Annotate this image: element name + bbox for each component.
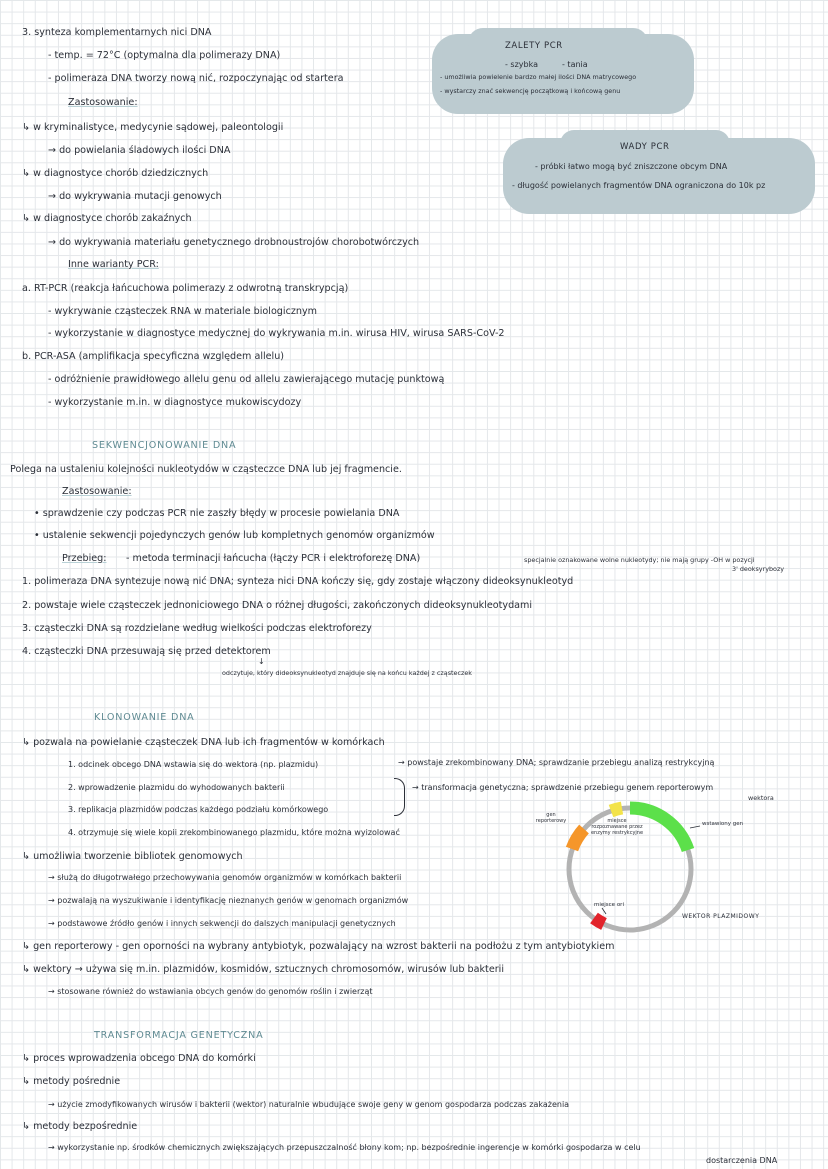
- sequencing-course-label: Przebieg:: [62, 553, 107, 564]
- advantage-small-amount: - umożliwia powielenie bardzo małej ilości DNA matrycowego: [440, 73, 637, 81]
- sequencing-step-1: 1. polimeraza DNA syntezuje nową nić DNA; synteza nici DNA kończy się, gdy zostaje włączony dideoksynukleotyd: [22, 576, 574, 587]
- disadvantages-title: WADY PCR: [620, 142, 670, 152]
- sequencing-step-2: 2. powstaje wiele cząsteczek jednoniciowego DNA o różnej długości, zakończonych dideoksynukleotydami: [22, 600, 533, 611]
- advantage-fast: - szybka: [505, 60, 539, 69]
- transformation-direct-sub-cont: dostarczenia DNA: [706, 1156, 778, 1165]
- advantages-title: ZALETY PCR: [505, 41, 563, 51]
- sequencing-definition: Polega na ustaleniu kolejności nukleotydów w cząsteczce DNA lub jej fragmencie.: [10, 464, 402, 475]
- transformation-definition: ↳ proces wprowadzenia obcego DNA do komórki: [22, 1053, 256, 1064]
- inserted-gene-pointer: [690, 826, 700, 828]
- plasmid-label-restriction: miejsce rozpoznawane przez enzymy restrykcyjne: [590, 818, 644, 836]
- ori-segment: [594, 918, 604, 924]
- sequencing-side-note-1: specjalnie oznakowane wolne nukleotydy; nie mają grupy -OH w pozycji: [524, 556, 755, 564]
- pcr-applications-label: Zastosowanie:: [68, 97, 138, 108]
- pcr-app-hereditary-sub: → do wykrywania mutacji genowych: [48, 191, 222, 202]
- pcr-app-infectious: ↳ w diagnostyce chorób zakaźnych: [22, 213, 192, 224]
- advantage-cheap: - tania: [562, 60, 588, 69]
- cloning-intro: ↳ pozwala na powielanie cząsteczek DNA lub ich fragmentów w komórkach: [22, 737, 385, 748]
- pcr-asa-point-1: - odróżnienie prawidłowego allelu genu od allelu zawierającego mutację punktową: [48, 374, 445, 385]
- rt-pcr-heading: a. RT-PCR (reakcja łańcuchowa polimerazy z odwrotną transkrypcją): [22, 283, 349, 294]
- ori-pointer: [602, 908, 606, 914]
- sequencing-step-4: 4. cząsteczki DNA przesuwają się przed detektorem: [22, 646, 271, 657]
- sequencing-step-3: 3. cząsteczki DNA są rozdzielane według wielkości podczas elektroforezy: [22, 623, 372, 634]
- disadvantage-contamination: - próbki łatwo mogą być zniszczone obcym DNA: [535, 162, 728, 171]
- advantage-known-sequence: - wystarczy znać sekwencję początkową i końcową genu: [440, 87, 621, 95]
- sequencing-side-note-2: 3' deoksyrybozy: [732, 565, 785, 573]
- reporter-gene-definition: ↳ gen reporterowy - gen oporności na wybrany antybiotyk, pozwalający na wzrost bakterii na podłożu z tym antybiotykiem: [22, 941, 615, 952]
- transformation-heading: TRANSFORMACJA GENETYCZNA: [94, 1030, 264, 1041]
- cloning-step-2: 2. wprowadzenie plazmidu do wyhodowanych bakterii: [68, 783, 285, 792]
- reporter-gene-segment: [572, 829, 584, 849]
- cloning-result-2: → transformacja genetyczna; sprawdzenie przebiegu genem reporterowym: [412, 783, 714, 792]
- cloning-step-4: 4. otrzymuje się wiele kopii zrekombinowanego plazmidu, które można wyizolować: [68, 828, 400, 837]
- rt-pcr-point-1: - wykrywanie cząsteczek RNA w materiale biologicznym: [48, 306, 317, 317]
- cloning-result-2-cont: wektora: [748, 794, 774, 802]
- cloning-bracket: [394, 778, 405, 816]
- pcr-app-forensics: ↳ w kryminalistyce, medycynie sądowej, paleontologii: [22, 122, 284, 133]
- sequencing-app-2: • ustalenie sekwencji pojedynczych genów lub kompletnych genomów organizmów: [34, 530, 435, 541]
- pcr-app-hereditary: ↳ w diagnostyce chorób dziedzicznych: [22, 168, 209, 179]
- vectors-sub: → stosowane również do wstawiania obcych genów do genomów roślin i zwierząt: [48, 987, 373, 996]
- vectors-definition: ↳ wektory → używa się m.in. plazmidów, kosmidów, sztucznych chromosomów, wirusów lub bakterii: [22, 964, 504, 975]
- library-point-3: → podstawowe źródło genów i innych sekwencji do dalszych manipulacji genetycznych: [48, 919, 396, 928]
- cloning-step-1: 1. odcinek obcego DNA wstawia się do wektora (np. plazmidu): [68, 760, 319, 769]
- pcr-polymerase-note: - polimeraza DNA tworzy nową nić, rozpoczynając od startera: [48, 73, 344, 84]
- transformation-direct: ↳ metody bezpośrednie: [22, 1121, 138, 1132]
- transformation-indirect-sub: → użycie zmodyfikowanych wirusów i bakterii (wektor) naturalnie wbudujące swoje geny w genom gospodarza podczas zakażenia: [48, 1100, 570, 1109]
- plasmid-label-ori: miejsce ori: [594, 902, 624, 908]
- rt-pcr-point-2: - wykorzystanie w diagnostyce medycznej do wykrywania m.in. wirusa HIV, wirusa SARS-CoV-2: [48, 328, 505, 339]
- restriction-site-segment: [611, 808, 622, 811]
- detector-note: odczytuje, który dideoksynukleotyd znajduje się na końcu każdej z cząsteczek: [222, 669, 472, 677]
- sequencing-course-method: - metoda terminacji łańcucha (łączy PCR i elektroforezę DNA): [126, 553, 421, 564]
- pcr-temp-note: - temp. = 72°C (optymalna dla polimerazy DNA): [48, 50, 281, 61]
- cloning-step-3: 3. replikacja plazmidów podczas każdego podziału komórkowego: [68, 805, 329, 814]
- sequencing-heading: SEKWENCJONOWANIE DNA: [92, 440, 237, 451]
- library-point-1: → służą do długotrwałego przechowywania genomów organizmów w komórkach bakterii: [48, 873, 402, 882]
- pcr-variants-label: Inne warianty PCR:: [68, 259, 159, 270]
- pcr-step-3: 3. synteza komplementarnych nici DNA: [22, 27, 212, 38]
- pcr-app-forensics-sub: → do powielania śladowych ilości DNA: [48, 145, 231, 156]
- sequencing-applications-label: Zastosowanie:: [62, 486, 132, 497]
- sequencing-app-1: • sprawdzenie czy podczas PCR nie zaszły błędy w procesie powielania DNA: [34, 508, 400, 519]
- plasmid-label-reporter: gen reporterowy: [535, 812, 567, 824]
- pcr-asa-point-2: - wykorzystanie m.in. w diagnostyce mukowiscydozy: [48, 397, 302, 408]
- pcr-asa-heading: b. PCR-ASA (amplifikacja specyficzna względem allelu): [22, 351, 285, 362]
- cloning-heading: KLONOWANIE DNA: [94, 712, 195, 723]
- detector-arrow-icon: ↓: [258, 657, 265, 666]
- transformation-direct-sub: → wykorzystanie np. środków chemicznych zwiększających przepuszczalność błony kom; np. bezpośrednie ingerencje w komórki gospodarza w celu: [48, 1143, 641, 1152]
- plasmid-caption: WEKTOR PLAZMIDOWY: [682, 913, 760, 920]
- plasmid-label-inserted: wstawiony gen: [702, 821, 744, 827]
- library-point-2: → pozwalają na wyszukiwanie i identyfikację nieznanych genów w genomach organizmów: [48, 896, 409, 905]
- cloning-result-1: → powstaje zrekombinowany DNA; sprawdzanie przebiegu analizą restrykcyjną: [398, 758, 715, 767]
- pcr-app-infectious-sub: → do wykrywania materiału genetycznego drobnoustrojów chorobotwórczych: [48, 237, 420, 248]
- transformation-indirect: ↳ metody pośrednie: [22, 1076, 121, 1087]
- cloning-libraries: ↳ umożliwia tworzenie bibliotek genomowych: [22, 851, 243, 862]
- disadvantage-length-limit: - długość powielanych fragmentów DNA ograniczona do 10k pz: [512, 181, 766, 190]
